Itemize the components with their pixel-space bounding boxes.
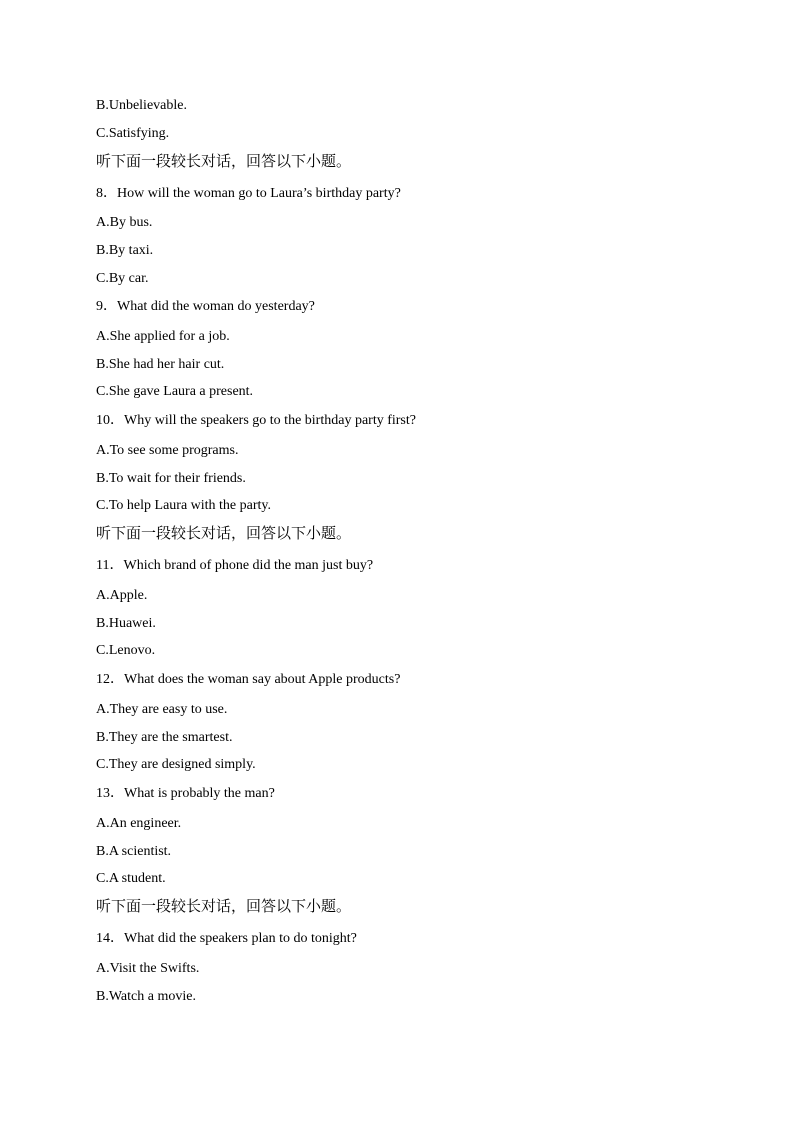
section-instruction: 听下面一段较长对话，回答以下小题。: [96, 152, 352, 170]
option-13a: A.An engineer.: [96, 816, 182, 831]
question-10: 10．Why will the speakers go to the birthday party first?: [96, 413, 416, 428]
option-10a: A.To see some programs.: [96, 443, 239, 458]
option-12b: B.They are the smartest.: [96, 730, 233, 745]
section-instruction: 听下面一段较长对话，回答以下小题。: [96, 524, 352, 542]
option-13c: C.A student.: [96, 871, 166, 886]
option-14a: A.Visit the Swifts.: [96, 961, 200, 976]
option-10c: C.To help Laura with the party.: [96, 498, 272, 513]
option-12c: C.They are designed simply.: [96, 757, 256, 772]
option-8c: C.By car.: [96, 271, 149, 286]
option-9a: A.She applied for a job.: [96, 329, 230, 344]
option-8b: B.By taxi.: [96, 243, 154, 258]
option-9c: C.She gave Laura a present.: [96, 384, 254, 399]
option-8a: A.By bus.: [96, 215, 153, 230]
question-9: 9．What did the woman do yesterday?: [96, 299, 315, 314]
question-8: 8．How will the woman go to Laura’s birthday party?: [96, 186, 401, 201]
option-9b: B.She had her hair cut.: [96, 357, 225, 372]
option-11a: A.Apple.: [96, 588, 148, 603]
option-7b: B.Unbelievable.: [96, 98, 187, 113]
question-12: 12．What does the woman say about Apple products?: [96, 672, 401, 687]
option-11c: C.Lenovo.: [96, 643, 156, 658]
option-12a: A.They are easy to use.: [96, 702, 228, 717]
option-14b: B.Watch a movie.: [96, 989, 196, 1004]
option-11b: B.Huawei.: [96, 616, 156, 631]
question-11: 11．Which brand of phone did the man just buy?: [96, 558, 374, 573]
section-instruction: 听下面一段较长对话，回答以下小题。: [96, 897, 352, 915]
question-14: 14．What did the speakers plan to do tonight?: [96, 931, 357, 946]
option-7c: C.Satisfying.: [96, 126, 170, 141]
option-13b: B.A scientist.: [96, 844, 172, 859]
question-13: 13．What is probably the man?: [96, 786, 275, 801]
option-10b: B.To wait for their friends.: [96, 471, 246, 486]
